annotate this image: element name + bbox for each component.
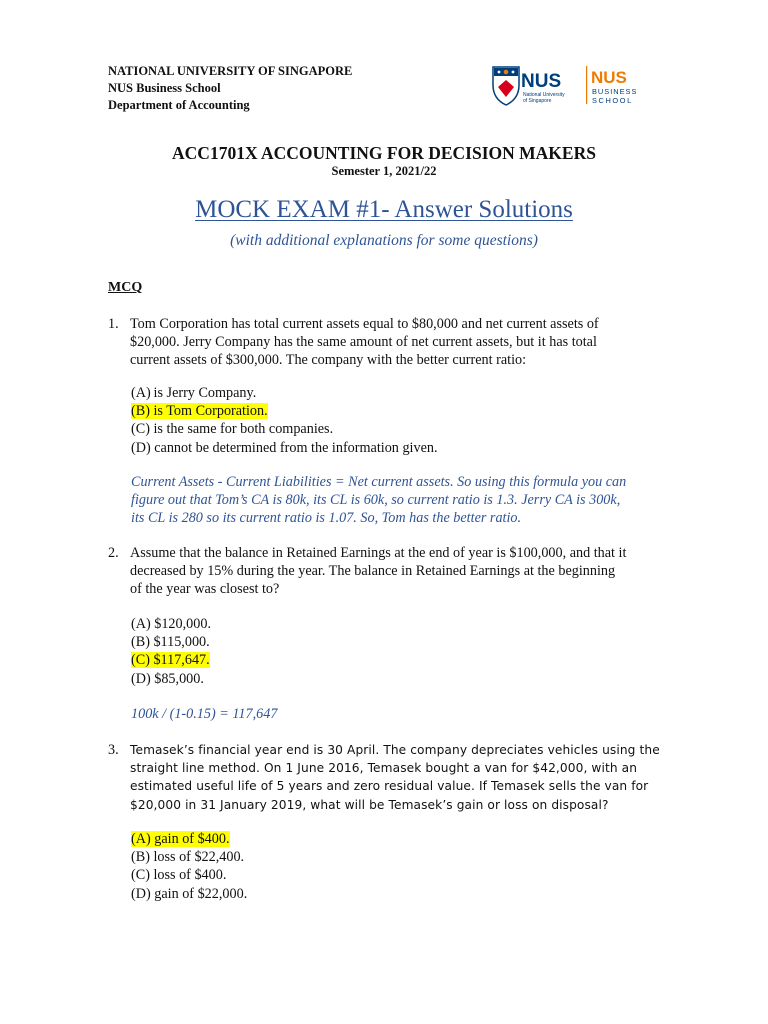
- question-line: $20,000 in 31 January 2019, what will be Temasek’s gain or loss on disposal?: [130, 797, 609, 812]
- question-number: 2.: [108, 545, 119, 561]
- option-a: (A) is Jerry Company.: [131, 385, 257, 401]
- logo-divider: [586, 66, 587, 104]
- biz-sub-2: SCHOOL: [592, 96, 633, 105]
- semester: Semester 1, 2021/22: [331, 164, 437, 178]
- option-c: (C) is the same for both companies.: [131, 421, 334, 438]
- explanation-1: [131, 473, 676, 528]
- nus-crest-icon: [493, 67, 519, 105]
- explanation-2: [131, 705, 676, 723]
- option-a-correct: (A) gain of $400.: [131, 831, 230, 847]
- explanation-line: figure out that Tom’s CA is 80k, its CL is 60k, so current ratio is 1.3. Jerry CA is 300k,: [131, 492, 621, 509]
- option-c: (C) loss of $400.: [131, 867, 227, 884]
- school-name: NUS Business School: [108, 81, 221, 95]
- document-title: MOCK EXAM #1- Answer Solutions: [195, 196, 573, 223]
- question-line: $20,000. Jerry Company has the same amount of net current assets, but it has total: [130, 334, 597, 351]
- nus-sub-1: National University: [523, 92, 565, 98]
- answer-options-3: [131, 830, 247, 903]
- course-title: ACC1701X ACCOUNTING FOR DECISION MAKERS: [172, 143, 596, 163]
- section-heading: MCQ: [108, 280, 143, 295]
- biz-sub-1: BUSINESS: [592, 87, 638, 96]
- option-d: (D) gain of $22,000.: [131, 885, 248, 902]
- option-d: (D) $85,000.: [131, 670, 204, 687]
- question-line: Temasek’s financial year end is 30 April. The company depreciates vehicles using the: [130, 743, 660, 757]
- answer-options-1: [131, 384, 438, 457]
- question-line: of the year was closest to?: [130, 581, 280, 598]
- question-line: Tom Corporation has total current assets equal to $80,000 and net current assets of: [130, 316, 599, 332]
- question-line: Assume that the balance in Retained Earnings at the end of year is $100,000, and that it: [130, 545, 627, 561]
- option-b: (B) $115,000.: [131, 634, 210, 651]
- option-a: (A) $120,000.: [131, 616, 211, 632]
- option-c-correct: (C) $117,647.: [131, 652, 210, 669]
- explanation-line: its CL is 280 so its current ratio is 1.07. So, Tom has the better ratio.: [131, 510, 522, 527]
- document-subtitle: (with additional explanations for some questions): [230, 232, 538, 249]
- explanation-line: Current Assets - Current Liabilities = Net current assets. So using this formula you can: [131, 474, 627, 490]
- institution-name: NATIONAL UNIVERSITY OF SINGAPORE: [108, 64, 353, 78]
- question-number: 1.: [108, 316, 119, 332]
- biz-wordmark: NUS: [591, 68, 627, 87]
- question-text: [130, 741, 670, 814]
- question-number: 3.: [108, 742, 119, 758]
- nus-business-school-logo: [490, 63, 658, 109]
- question-line: current assets of $300,000. The company with the better current ratio:: [130, 352, 527, 369]
- explanation-line: 100k / (1-0.15) = 117,647: [131, 706, 278, 722]
- department-name: Department of Accounting: [108, 98, 250, 112]
- answer-options-2: [131, 615, 211, 688]
- question-text: [130, 544, 670, 599]
- question-text: [130, 315, 670, 370]
- option-b-correct: (B) is Tom Corporation.: [131, 403, 268, 420]
- option-b: (B) loss of $22,400.: [131, 849, 245, 866]
- nus-sub-2: of Singapore: [523, 98, 552, 104]
- question-line: straight line method. On 1 June 2016, Temasek bought a van for $42,000, with an: [130, 761, 638, 776]
- question-line: decreased by 15% during the year. The balance in Retained Earnings at the beginning: [130, 563, 616, 580]
- question-line: estimated useful life of 5 years and zero residual value. If Temasek sells the van for: [130, 779, 649, 794]
- institution-header: [108, 63, 352, 114]
- nus-wordmark: NUS: [521, 71, 562, 92]
- option-d: (D) cannot be determined from the information given.: [131, 439, 438, 456]
